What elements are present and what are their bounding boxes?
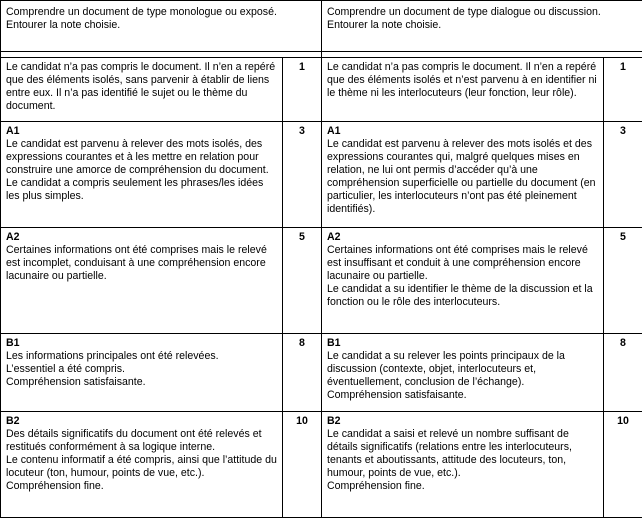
score-cell[interactable]: 5	[283, 228, 322, 334]
criteria-text: Le candidat n’a pas compris le document. Il n’en a repéré que des éléments isolés et n’est parvenu à en identifier ni le thème ni les interlocuteurs (leur fonction, leur rôle).	[327, 61, 597, 99]
score-cell[interactable]: 3	[604, 122, 642, 228]
criteria-text: Le candidat a saisi et relevé un nombre suffisant de détails significatifs (relations entre les interlocuteurs, tenants et aboutissants, attitude des locuteurs, ton, humour, points de vue, etc.). Compréhension fine.	[327, 428, 572, 492]
header-monologue: Comprendre un document de type monologue ou exposé. Entourer la note choisie.	[1, 1, 322, 52]
criteria-monologue	[1, 122, 283, 228]
level-label: B1	[327, 337, 341, 349]
criteria-monologue	[1, 412, 283, 518]
table-row	[1, 228, 642, 334]
score-cell[interactable]: 10	[283, 412, 322, 518]
criteria-text: Le candidat a su relever les points principaux de la discussion (contexte, objet, interlocuteurs et, éventuellement, conclusion de l’échange). Compréhension satisfaisante.	[327, 350, 565, 401]
criteria-dialogue	[322, 58, 604, 122]
level-label: B2	[6, 415, 20, 427]
criteria-monologue	[1, 334, 283, 412]
table-row	[1, 412, 642, 518]
table-row	[1, 334, 642, 412]
criteria-text: Le candidat est parvenu à relever des mots isolés, des expressions courantes et à les mettre en relation pour construire une amorce de compréhension du document. Le candidat a compris seulement les phrases/les idées les plus simples.	[6, 138, 269, 202]
criteria-dialogue	[322, 122, 604, 228]
score-cell[interactable]: 8	[604, 334, 642, 412]
criteria-dialogue	[322, 334, 604, 412]
score-cell[interactable]: 1	[604, 58, 642, 122]
score-cell[interactable]: 10	[604, 412, 642, 518]
score-cell[interactable]: 3	[283, 122, 322, 228]
header-dialogue: Comprendre un document de type dialogue ou discussion. Entourer la note choisie.	[322, 1, 642, 52]
level-label: A1	[6, 125, 20, 137]
table-row	[1, 58, 642, 122]
criteria-dialogue	[322, 412, 604, 518]
level-label: B1	[6, 337, 20, 349]
criteria-text: Les informations principales ont été relevées. L’essentiel a été compris. Compréhension satisfaisante.	[6, 350, 219, 388]
criteria-monologue	[1, 228, 283, 334]
score-cell[interactable]: 8	[283, 334, 322, 412]
criteria-text: Le candidat est parvenu à relever des mots isolés et des expressions courantes qui, malgré quelques mises en relation, ne lui ont permis d’accéder qu’à une compréhension superficielle ou partielle du document (en particulier, les interlocuteurs n’ont pas été pleinement identifiés).	[327, 138, 596, 215]
criteria-dialogue	[322, 228, 604, 334]
header-row	[1, 1, 642, 52]
level-label: A1	[327, 125, 341, 137]
score-cell[interactable]: 5	[604, 228, 642, 334]
criteria-text: Certaines informations ont été comprises mais le relevé est insuffisant et conduit à une compréhension encore lacunaire ou partielle. Le candidat a su identifier le thème de la discussion et la fonction ou le rôle des interlocuteurs.	[327, 244, 593, 308]
criteria-monologue	[1, 58, 283, 122]
level-label: A2	[327, 231, 341, 243]
level-label: B2	[327, 415, 341, 427]
level-label: A2	[6, 231, 20, 243]
score-cell[interactable]: 1	[283, 58, 322, 122]
criteria-text: Certaines informations ont été comprises mais le relevé est incomplet, conduisant à une compréhension encore lacunaire ou partielle.	[6, 244, 267, 282]
criteria-text: Le candidat n’a pas compris le document. Il n’en a repéré que des éléments isolés, sans parvenir à établir de liens entre eux. Il n’a pas identifié le sujet ou le thème du document.	[6, 61, 276, 112]
criteria-text: Des détails significatifs du document ont été relevés et restitués conformément à sa logique interne. Le contenu informatif a été compris, ainsi que l’attitude du locuteur (ton, humour, points de vue, etc.). Compréhension fine.	[6, 428, 277, 492]
table-row	[1, 122, 642, 228]
